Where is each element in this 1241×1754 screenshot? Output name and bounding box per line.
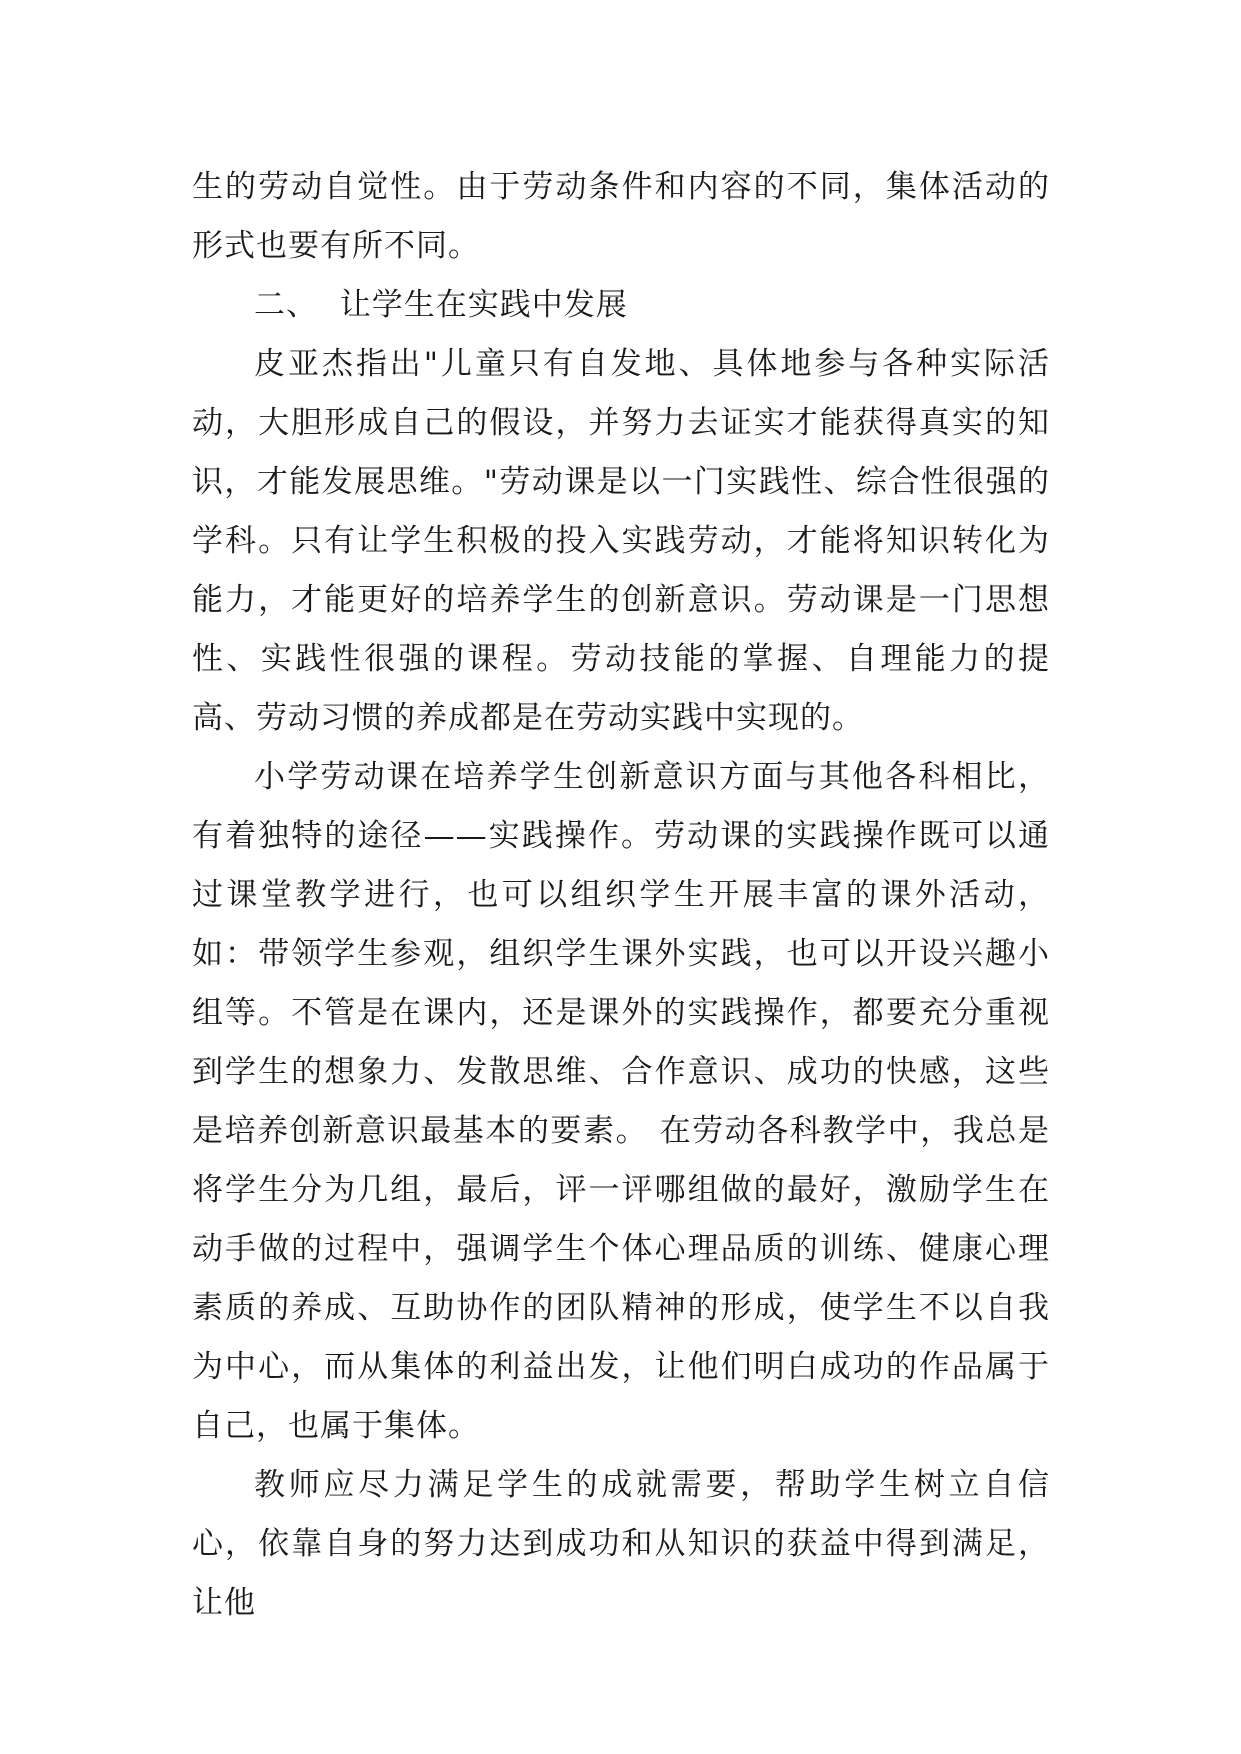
paragraph-piaget-quote: 皮亚杰指出"儿童只有自发地、具体地参与各种实际活动，大胆形成自己的假设，并努力去证实才能获得真实的知识，才能发展思维。"劳动课是以一门实践性、综合性很强的学科。只有让学生积极的投入实践劳动，才能将知识转化为能力，才能更好的培养学生的创新意识。劳动课是一门思想性、实践性很强的课程。劳动技能的掌握、自理能力的提高、劳动习惯的养成都是在劳动实践中实现的。 (192, 346, 1050, 736)
paragraph-practice-operation: 小学劳动课在培养学生创新意识方面与其他各科相比，有着独特的途径——实践操作。劳动课的实践操作既可以通过课堂教学进行，也可以组织学生开展丰富的课外活动，如：带领学生参观，组织学生课外实践，也可以开设兴趣小组等。不管是在课内，还是课外的实践操作，都要充分重视到学生的想象力、发散思维、合作意识、成功的快感，这些是培养创新意识最基本的要素。 在劳动各科教学中，我总是将学生分为几组，最后，评一评哪组做的最好，激励学生在动手做的过程中，强调学生个体心理品质的训练、健康心理素质的养成、互助协作的团队精神的形成，使学生不以自我为中心，而从集体的利益出发，让他们明白成功的作品属于自己，也属于集体。 (192, 759, 1050, 1444)
paragraph-continuation: 生的劳动自觉性。由于劳动条件和内容的不同，集体活动的形式也要有所不同。 (192, 169, 1050, 264)
document-page (192, 158, 1050, 1633)
section-heading: 二、 让学生在实践中发展 (254, 287, 628, 323)
paragraph-teacher-needs: 教师应尽力满足学生的成就需要，帮助学生树立自信心，依靠自身的努力达到成功和从知识的获益中得到满足，让他 (192, 1467, 1050, 1621)
